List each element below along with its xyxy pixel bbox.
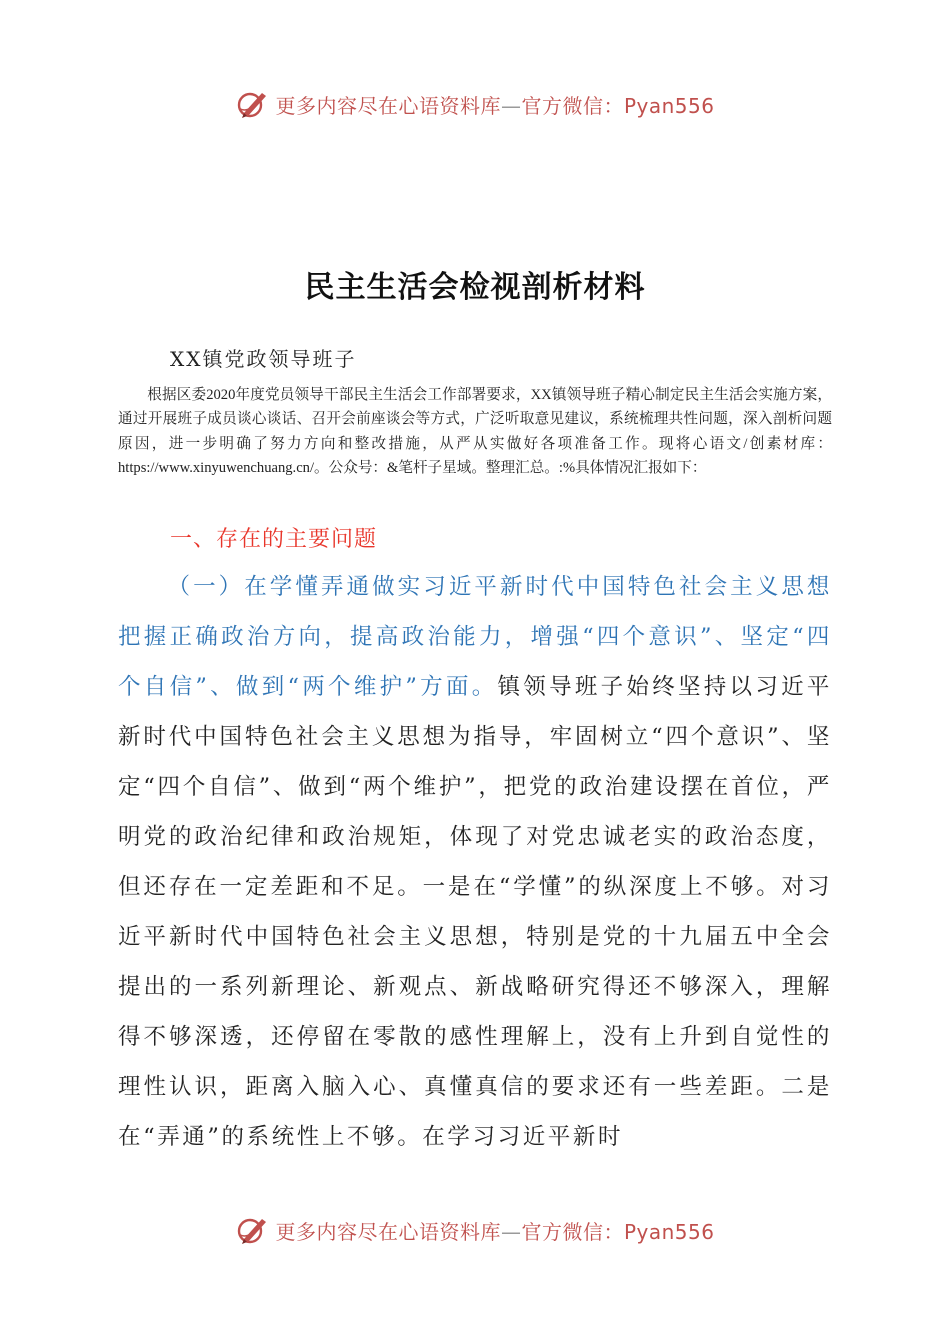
footer-banner-text: 更多内容尽在心语资料库—官方微信：Pyan556 [275,1219,715,1244]
pen-logo-icon [235,1213,269,1247]
section-heading-1: 一、存在的主要问题 [170,527,378,552]
issuing-unit: XX镇党政领导班子 [170,347,357,371]
document-title: 民主生活会检视剖析材料 [304,270,646,305]
subheading-1: （一）在学懂弄通做实习近平新时代中国特色社会主义思想把握正确政治方向，提高政治能力，增强“四个意识”、坚定“四个自信”、做到“两个维护”方面。 [118,574,832,700]
pen-logo-icon [235,87,269,121]
footer-banner [0,1208,950,1252]
header-banner-text: 更多内容尽在心语资料库—官方微信：Pyan556 [275,93,715,118]
intro-paragraph: 根据区委2020年度党员领导干部民主生活会工作部署要求，XX镇领导班子精心制定民主生活会实施方案，通过开展班子成员谈心谈话、召开会前座谈会等方式，广泛听取意见建议，系统梳理共性问题，深入剖析问题原因，进一步明确了努力方向和整改措施，从严从实做好各项准备工作。现将心语文/创素材库：https://www.xinyuwenchuang.cn/。公众号：&笔杆子星域。整理汇总。:%具体情况汇报如下： [118,387,832,477]
paragraph-1-text: 镇领导班子始终坚持以习近平新时代中国特色社会主义思想为指导，牢固树立“四个意识”、坚定“四个自信”、做到“两个维护”，把党的政治建设摆在首位，严明党的政治纪律和政治规矩，体现了对党忠诚老实的政治态度，但还存在一定差距和不足。一是在“学懂”的纵深度上不够。对习近平新时代中国特色社会主义思想，特别是党的十九届五中全会提出的一系列新理论、新观点、新战略研究得还不够深入，理解得不够深透，还停留在零散的感性理解上，没有上升到自觉性的理性认识，距离入脑入心、真懂真信的要求还有一些差距。二是在“弄通”的系统性上不够。在学习习近平新时 [118,674,832,1150]
body-paragraph-1 [118,562,832,1162]
header-banner [0,82,950,126]
